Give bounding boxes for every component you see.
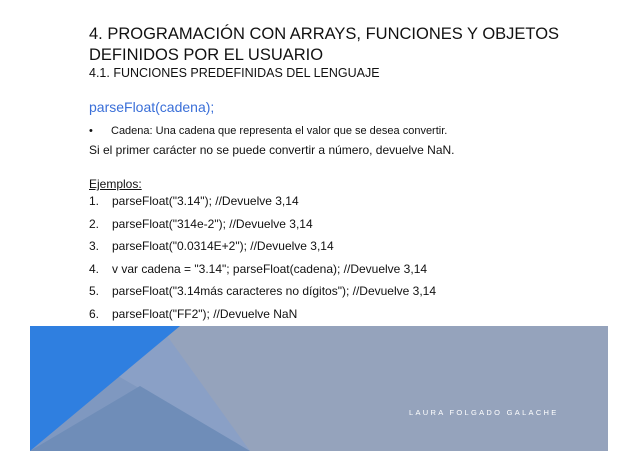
- example-code: parseFloat("314e-2"); //Devuelve 3,14: [112, 216, 313, 231]
- example-number: 5.: [89, 284, 100, 298]
- example-code: parseFloat("3.14más caracteres no dígitos"); //Devuelve 3,14: [112, 284, 437, 298]
- footer-decoration: [0, 326, 638, 451]
- nan-description: Si el primer carácter no se puede convertir a número, devuelve NaN.: [89, 143, 455, 157]
- example-item: [89, 216, 436, 239]
- example-code: parseFloat("0.0314E+2"); //Devuelve 3,14: [112, 239, 334, 253]
- examples-list: [89, 193, 436, 328]
- example-number: 2.: [89, 216, 100, 231]
- example-item: [89, 238, 436, 261]
- example-item: [89, 193, 436, 216]
- examples-heading: Ejemplos:: [89, 177, 142, 191]
- example-number: 6.: [89, 306, 100, 321]
- example-number: 3.: [89, 239, 100, 253]
- bullet-icon: •: [89, 125, 93, 137]
- parameter-description: Cadena: Una cadena que representa el valor que se desea convertir.: [111, 125, 448, 137]
- section-subtitle: 4.1. FUNCIONES PREDEFINIDAS DEL LENGUAJE: [89, 66, 380, 80]
- parameter-bullet: [89, 124, 447, 138]
- example-item: [89, 283, 436, 306]
- example-code: parseFloat("FF2"); //Devuelve NaN: [112, 306, 298, 321]
- example-code: v var cadena = "3.14"; parseFloat(cadena); //Devuelve 3,14: [112, 261, 428, 276]
- example-number: 4.: [89, 261, 100, 276]
- example-item: [89, 261, 436, 284]
- author-name: LAURA FOLGADO GALACHE: [409, 408, 559, 417]
- example-code: parseFloat("3.14"); //Devuelve 3,14: [112, 194, 299, 208]
- slide-title: 4. PROGRAMACIÓN CON ARRAYS, FUNCIONES Y OBJETOS DEFINIDOS POR EL USUARIO: [89, 25, 560, 64]
- example-number: 1.: [89, 194, 100, 208]
- example-item: [89, 306, 436, 329]
- function-name: parseFloat(cadena);: [89, 99, 215, 115]
